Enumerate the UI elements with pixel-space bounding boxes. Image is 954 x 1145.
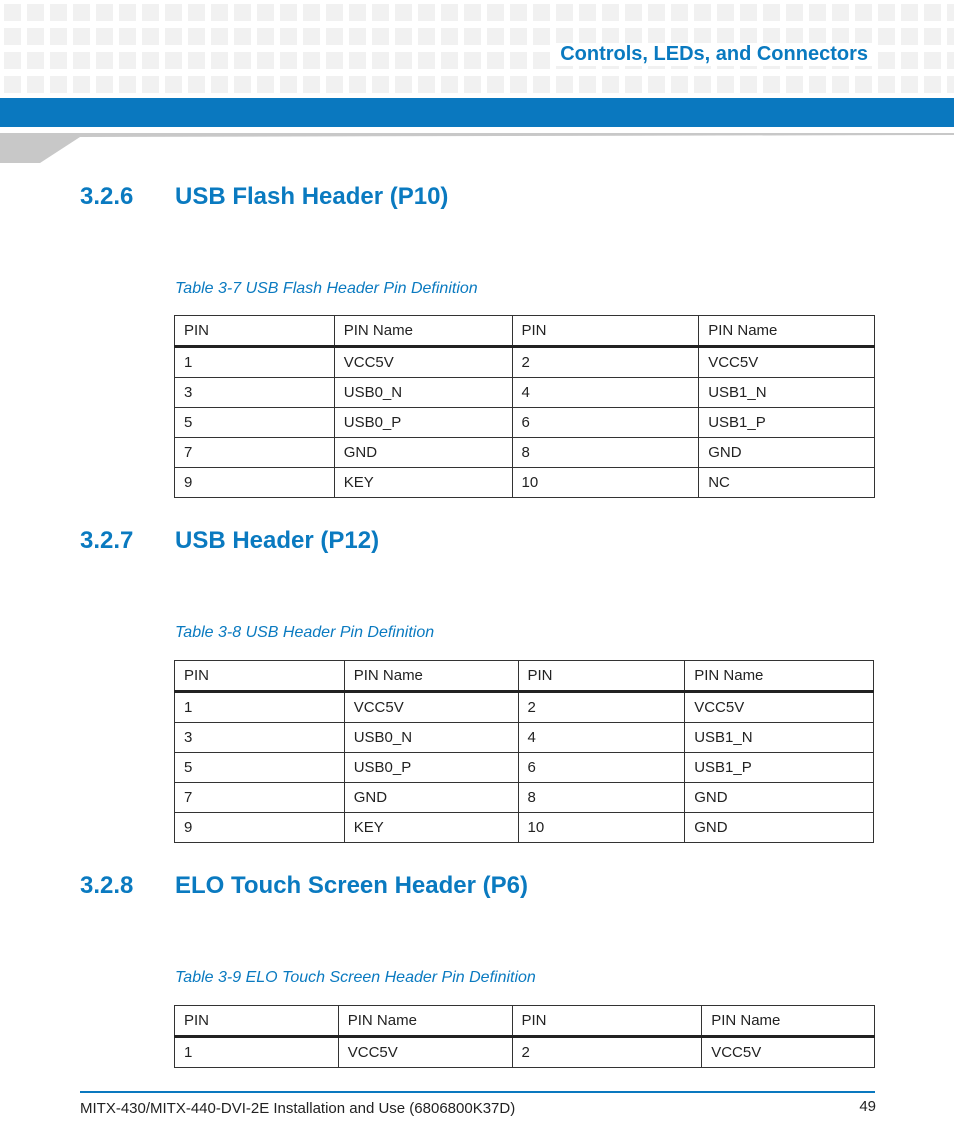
table-cell: 9 — [175, 813, 345, 843]
pattern-square — [924, 76, 941, 93]
pattern-square — [50, 28, 67, 45]
pattern-square — [418, 4, 435, 21]
pattern-square — [395, 76, 412, 93]
pattern-square — [832, 4, 849, 21]
pattern-square — [901, 76, 918, 93]
pattern-square — [717, 76, 734, 93]
pattern-square — [487, 28, 504, 45]
pattern-square — [372, 52, 389, 69]
pattern-square — [418, 76, 435, 93]
section-heading-3-2-8 — [80, 872, 528, 900]
pattern-square — [487, 4, 504, 21]
column-header: PIN Name — [685, 661, 874, 692]
pattern-square — [96, 4, 113, 21]
pattern-square — [50, 52, 67, 69]
table-cell: USB1_N — [685, 723, 874, 753]
pattern-square — [418, 52, 435, 69]
section-title-text: USB Flash Header (P10) — [175, 183, 449, 210]
pattern-square — [142, 28, 159, 45]
pattern-square — [763, 4, 780, 21]
pattern-square — [142, 76, 159, 93]
pattern-square — [142, 4, 159, 21]
pattern-square — [556, 76, 573, 93]
pattern-square — [303, 4, 320, 21]
table-cell: USB0_N — [344, 723, 518, 753]
pattern-square — [211, 52, 228, 69]
table-cell: 2 — [518, 692, 685, 723]
pattern-square — [257, 52, 274, 69]
pattern-square — [73, 4, 90, 21]
table-row — [175, 378, 875, 408]
pattern-square — [878, 76, 895, 93]
footer-rule — [80, 1091, 875, 1093]
pattern-square — [947, 76, 954, 93]
page-number: 49 — [859, 1098, 876, 1115]
column-header: PIN — [175, 1006, 339, 1037]
table-cell: USB0_P — [334, 408, 512, 438]
pattern-square — [27, 52, 44, 69]
pattern-square — [464, 76, 481, 93]
table-cell: USB0_N — [334, 378, 512, 408]
table-caption: Table 3-9 ELO Touch Screen Header Pin Definition — [175, 969, 536, 986]
section-title-text: ELO Touch Screen Header (P6) — [175, 872, 528, 899]
pattern-square — [464, 28, 481, 45]
running-header-title: Controls, LEDs, and Connectors — [556, 43, 872, 66]
pattern-square — [234, 52, 251, 69]
pattern-square — [119, 76, 136, 93]
table-cell: USB1_P — [685, 753, 874, 783]
pattern-square — [27, 4, 44, 21]
pattern-square — [924, 28, 941, 45]
pattern-square — [441, 76, 458, 93]
table-cell: 4 — [518, 723, 685, 753]
pattern-square — [303, 76, 320, 93]
pattern-square — [441, 28, 458, 45]
table-caption: Table 3-8 USB Header Pin Definition — [175, 624, 435, 641]
table-cell: 7 — [175, 783, 345, 813]
pattern-square — [510, 28, 527, 45]
pattern-square — [50, 76, 67, 93]
pattern-square — [211, 76, 228, 93]
table-cell: VCC5V — [702, 1037, 875, 1068]
pattern-square — [73, 52, 90, 69]
table-cell: 3 — [175, 378, 335, 408]
swoosh-shape — [0, 133, 954, 163]
table-cell: USB1_P — [699, 408, 875, 438]
pattern-square — [648, 76, 665, 93]
pattern-square — [234, 76, 251, 93]
pattern-square — [4, 4, 21, 21]
table-cell: 4 — [512, 378, 699, 408]
pattern-square — [211, 4, 228, 21]
table-cell: GND — [334, 438, 512, 468]
table-cell: VCC5V — [334, 347, 512, 378]
pattern-square — [809, 76, 826, 93]
pattern-square — [510, 52, 527, 69]
pattern-square — [579, 76, 596, 93]
table-cell: USB1_N — [699, 378, 875, 408]
pattern-square — [487, 52, 504, 69]
column-header: PIN — [512, 1006, 702, 1037]
pattern-square — [395, 52, 412, 69]
table-row — [175, 438, 875, 468]
table-cell: 8 — [512, 438, 699, 468]
pattern-square — [349, 28, 366, 45]
pattern-square — [441, 4, 458, 21]
table-cell: 8 — [518, 783, 685, 813]
pattern-square — [4, 76, 21, 93]
pattern-square — [901, 28, 918, 45]
table-cell: VCC5V — [338, 1037, 512, 1068]
table-row — [175, 692, 874, 723]
section-heading-3-2-6 — [80, 183, 448, 211]
pattern-square — [303, 28, 320, 45]
pattern-square — [418, 28, 435, 45]
pattern-square — [4, 52, 21, 69]
table-cell: 2 — [512, 347, 699, 378]
pattern-square — [372, 76, 389, 93]
table-cell: 6 — [518, 753, 685, 783]
table-cell: 10 — [518, 813, 685, 843]
pattern-square — [349, 76, 366, 93]
table-cell: USB0_P — [344, 753, 518, 783]
column-header: PIN — [175, 316, 335, 347]
table-cell: 1 — [175, 1037, 339, 1068]
footer-document-title: MITX-430/MITX-440-DVI-2E Installation and Use (6806800K37D) — [80, 1100, 516, 1117]
pattern-square — [395, 4, 412, 21]
pattern-square — [188, 28, 205, 45]
pattern-square — [27, 76, 44, 93]
pattern-square — [165, 4, 182, 21]
pattern-square — [602, 76, 619, 93]
table-header-row — [175, 661, 874, 692]
table-row — [175, 813, 874, 843]
table-cell: 2 — [512, 1037, 702, 1068]
column-header: PIN Name — [338, 1006, 512, 1037]
section-title-text: USB Header (P12) — [175, 527, 380, 554]
table-cell: 10 — [512, 468, 699, 498]
table-header-row — [175, 1006, 875, 1037]
pattern-square — [165, 76, 182, 93]
pattern-square — [740, 4, 757, 21]
pattern-square — [257, 4, 274, 21]
pattern-square — [556, 4, 573, 21]
table-cell: 1 — [175, 347, 335, 378]
pattern-square — [188, 76, 205, 93]
pattern-square — [142, 52, 159, 69]
pattern-square — [50, 4, 67, 21]
column-header: PIN Name — [699, 316, 875, 347]
pattern-square — [280, 76, 297, 93]
pattern-square — [648, 4, 665, 21]
table-cell: 3 — [175, 723, 345, 753]
header-blue-band — [0, 98, 954, 127]
table-cell: KEY — [344, 813, 518, 843]
table-cell: NC — [699, 468, 875, 498]
section-number: 3.2.8 — [80, 872, 134, 899]
pattern-square — [349, 52, 366, 69]
pattern-square — [326, 76, 343, 93]
table-cell: 9 — [175, 468, 335, 498]
pattern-square — [832, 76, 849, 93]
pattern-square — [510, 76, 527, 93]
pattern-square — [625, 76, 642, 93]
pattern-square — [211, 28, 228, 45]
pin-table-elo-touch — [174, 1005, 875, 1068]
table-row — [175, 468, 875, 498]
pattern-square — [947, 28, 954, 45]
pattern-square — [96, 52, 113, 69]
pattern-square — [464, 52, 481, 69]
pattern-square — [855, 4, 872, 21]
pattern-square — [786, 76, 803, 93]
pattern-square — [671, 4, 688, 21]
pattern-square — [119, 28, 136, 45]
pattern-square — [441, 52, 458, 69]
pattern-square — [464, 4, 481, 21]
pattern-square — [878, 4, 895, 21]
pattern-square — [625, 4, 642, 21]
pattern-square — [487, 76, 504, 93]
pattern-square — [280, 4, 297, 21]
table-row — [175, 408, 875, 438]
table-cell: VCC5V — [685, 692, 874, 723]
table-cell: GND — [685, 783, 874, 813]
pattern-square — [924, 4, 941, 21]
section-heading-3-2-7 — [80, 527, 379, 555]
pattern-square — [372, 4, 389, 21]
table-cell: 5 — [175, 408, 335, 438]
pattern-square — [878, 52, 895, 69]
table-cell: GND — [699, 438, 875, 468]
pattern-square — [855, 76, 872, 93]
pattern-square — [326, 28, 343, 45]
pattern-square — [119, 52, 136, 69]
table-cell: 7 — [175, 438, 335, 468]
table-cell: 6 — [512, 408, 699, 438]
column-header: PIN — [512, 316, 699, 347]
pattern-square — [924, 52, 941, 69]
pattern-square — [763, 76, 780, 93]
pattern-square — [947, 4, 954, 21]
table-row — [175, 347, 875, 378]
pattern-square — [533, 52, 550, 69]
column-header: PIN Name — [344, 661, 518, 692]
table-cell: VCC5V — [344, 692, 518, 723]
pattern-square — [27, 28, 44, 45]
pattern-square — [694, 4, 711, 21]
pattern-square — [717, 4, 734, 21]
pattern-square — [96, 76, 113, 93]
pin-table-usb-header — [174, 660, 874, 843]
table-cell: 5 — [175, 753, 345, 783]
column-header: PIN — [518, 661, 685, 692]
pattern-square — [280, 52, 297, 69]
pattern-square — [326, 4, 343, 21]
table-row — [175, 783, 874, 813]
pattern-square — [533, 28, 550, 45]
pattern-square — [694, 76, 711, 93]
pattern-square — [119, 4, 136, 21]
pattern-square — [73, 28, 90, 45]
pattern-square — [234, 28, 251, 45]
pattern-square — [234, 4, 251, 21]
pattern-square — [395, 28, 412, 45]
column-header: PIN Name — [702, 1006, 875, 1037]
pattern-square — [372, 28, 389, 45]
pattern-square — [740, 76, 757, 93]
pattern-square — [349, 4, 366, 21]
pattern-square — [786, 4, 803, 21]
header-gray-swoosh — [0, 127, 954, 165]
pattern-square — [188, 4, 205, 21]
pattern-square — [165, 52, 182, 69]
table-cell: GND — [344, 783, 518, 813]
table-cell: GND — [685, 813, 874, 843]
table-cell: 1 — [175, 692, 345, 723]
pattern-square — [901, 4, 918, 21]
pattern-square — [326, 52, 343, 69]
pattern-square — [510, 4, 527, 21]
pattern-square — [533, 4, 550, 21]
pin-table-usb-flash — [174, 315, 875, 498]
column-header: PIN — [175, 661, 345, 692]
section-number: 3.2.6 — [80, 183, 134, 210]
pattern-square — [671, 76, 688, 93]
table-cell: KEY — [334, 468, 512, 498]
pattern-square — [947, 52, 954, 69]
column-header: PIN Name — [334, 316, 512, 347]
pattern-square — [188, 52, 205, 69]
table-caption: Table 3-7 USB Flash Header Pin Definition — [175, 280, 478, 297]
pattern-square — [73, 76, 90, 93]
table-row — [175, 753, 874, 783]
section-number: 3.2.7 — [80, 527, 134, 554]
pattern-square — [96, 28, 113, 45]
pattern-square — [257, 28, 274, 45]
table-header-row — [175, 316, 875, 347]
pattern-square — [878, 28, 895, 45]
table-row — [175, 1037, 875, 1068]
pattern-square — [165, 28, 182, 45]
table-row — [175, 723, 874, 753]
pattern-square — [579, 4, 596, 21]
pattern-square — [303, 52, 320, 69]
pattern-square — [602, 4, 619, 21]
pattern-square — [809, 4, 826, 21]
pattern-square — [901, 52, 918, 69]
pattern-square — [280, 28, 297, 45]
pattern-square — [4, 28, 21, 45]
pattern-square — [257, 76, 274, 93]
table-cell: VCC5V — [699, 347, 875, 378]
pattern-square — [533, 76, 550, 93]
